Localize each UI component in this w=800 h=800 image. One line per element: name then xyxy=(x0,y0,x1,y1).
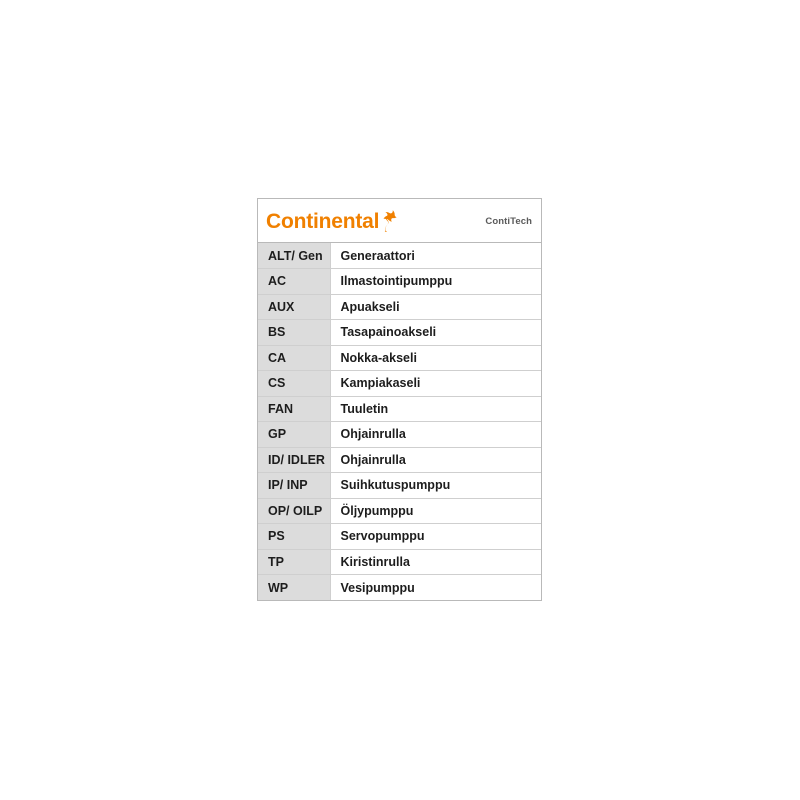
legend-abbr: WP xyxy=(258,575,330,601)
legend-desc: Vesipumppu xyxy=(330,575,541,601)
legend-abbr: FAN xyxy=(258,396,330,422)
table-row xyxy=(258,422,541,448)
legend-desc: Apuakseli xyxy=(330,294,541,320)
legend-desc: Servopumppu xyxy=(330,524,541,550)
table-row xyxy=(258,345,541,371)
horse-icon xyxy=(381,210,399,232)
table-row xyxy=(258,524,541,550)
table-row xyxy=(258,549,541,575)
legend-abbr: PS xyxy=(258,524,330,550)
legend-abbr: AUX xyxy=(258,294,330,320)
table-row xyxy=(258,447,541,473)
continental-logo xyxy=(266,207,399,235)
table-row xyxy=(258,243,541,269)
legend-desc: Kampiakaseli xyxy=(330,371,541,397)
legend-desc: Tuuletin xyxy=(330,396,541,422)
legend-abbr: IP/ INP xyxy=(258,473,330,499)
table-row xyxy=(258,320,541,346)
legend-abbr: ALT/ Gen xyxy=(258,243,330,269)
abbreviation-legend-table xyxy=(258,243,541,600)
legend-abbr: AC xyxy=(258,269,330,295)
legend-abbr: TP xyxy=(258,549,330,575)
legend-abbr: BS xyxy=(258,320,330,346)
legend-abbr: GP xyxy=(258,422,330,448)
table-row xyxy=(258,498,541,524)
table-row xyxy=(258,371,541,397)
brand-wordmark: Continental xyxy=(266,209,380,233)
brand-header xyxy=(258,199,541,243)
legend-desc: Öljypumppu xyxy=(330,498,541,524)
legend-abbr: CS xyxy=(258,371,330,397)
table-row xyxy=(258,396,541,422)
legend-desc: Ohjainrulla xyxy=(330,447,541,473)
legend-abbr: ID/ IDLER xyxy=(258,447,330,473)
table-row xyxy=(258,473,541,499)
legend-table-body xyxy=(258,243,541,600)
contitech-sub-brand: ContiTech xyxy=(485,216,532,227)
legend-desc: Ohjainrulla xyxy=(330,422,541,448)
table-row xyxy=(258,269,541,295)
legend-desc: Kiristinrulla xyxy=(330,549,541,575)
legend-desc: Ilmastointipumppu xyxy=(330,269,541,295)
table-row xyxy=(258,575,541,601)
legend-card xyxy=(257,198,542,601)
legend-desc: Generaattori xyxy=(330,243,541,269)
legend-desc: Nokka-akseli xyxy=(330,345,541,371)
legend-desc: Tasapainoakseli xyxy=(330,320,541,346)
legend-abbr: OP/ OILP xyxy=(258,498,330,524)
legend-abbr: CA xyxy=(258,345,330,371)
table-row xyxy=(258,294,541,320)
legend-desc: Suihkutuspumppu xyxy=(330,473,541,499)
